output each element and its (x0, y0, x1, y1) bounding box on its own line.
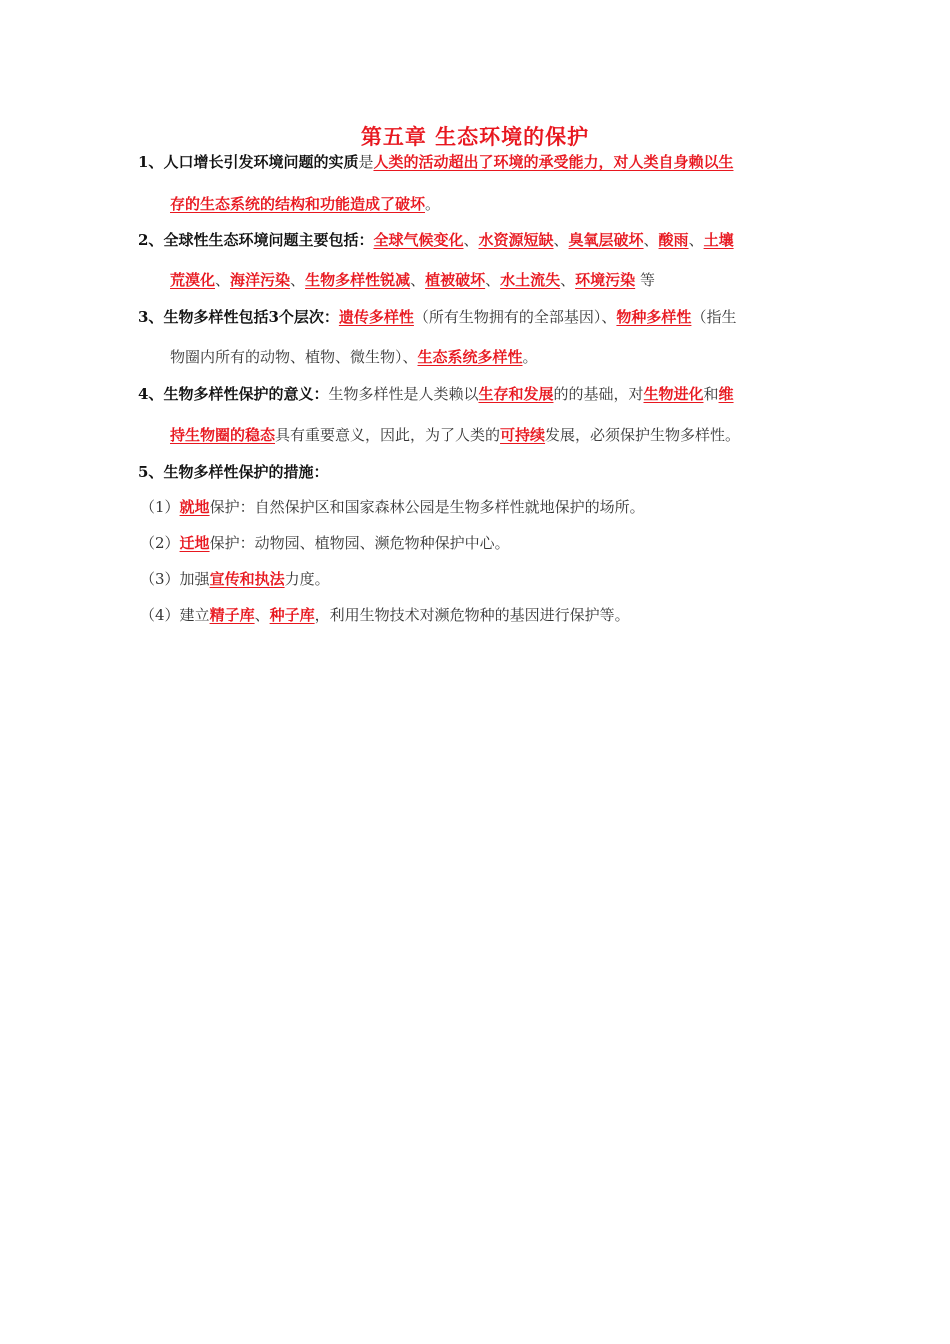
key-term: 存的生态系统的结构和功能造成了破坏 (170, 195, 426, 213)
key-term: 精子库 (209, 606, 255, 624)
item-number: 4、 (138, 385, 164, 403)
item-lead: 全球性生态环境问题主要包括： (163, 231, 374, 249)
measure-number: （2） (140, 534, 180, 552)
measure-number: （4） (140, 606, 180, 624)
separator: 、 (254, 606, 270, 624)
key-term: 臭氧层破坏 (568, 231, 644, 249)
item-number: 5、 (138, 463, 164, 481)
item-2-line-2 (170, 268, 860, 292)
key-term: 荒漠化 (170, 271, 216, 289)
key-term: 就地 (179, 498, 210, 516)
item-lead: 生物多样性保护的意义： (163, 385, 329, 403)
item-lead: 生物多样性包括3个层次： (163, 308, 339, 326)
item-lead: 人口增长引发环境问题的实质 (163, 153, 359, 171)
item-4-line-1 (138, 382, 828, 406)
item-number: 1、 (138, 153, 164, 171)
key-term: 环境污染 (575, 271, 636, 289)
item-text: 和 (703, 385, 719, 403)
measure-text: 建立 (179, 606, 210, 624)
item-text: 等 (635, 271, 655, 289)
item-text: 发展，必须保护生物多样性。 (545, 426, 741, 444)
key-term: 土壤 (703, 231, 734, 249)
separator: 、 (410, 271, 426, 289)
item-text: 。 (425, 195, 441, 213)
separator: 、 (463, 231, 479, 249)
separator: 、 (553, 231, 569, 249)
item-text: 物圈内所有的动物、植物、微生物）、 (170, 348, 418, 366)
measure-number: （3） (140, 570, 180, 588)
item-text: （所有生物拥有的全部基因）、 (413, 308, 617, 326)
item-4-line-2 (170, 423, 860, 447)
measure-3 (140, 567, 830, 591)
item-3-line-1 (138, 305, 828, 329)
item-3-line-2 (170, 345, 860, 369)
key-term: 人类的活动超出了环境的承受能力，对人类自身赖以生 (373, 153, 734, 171)
measure-number: （1） (140, 498, 180, 516)
item-number: 2、 (138, 231, 164, 249)
separator: 、 (290, 271, 306, 289)
key-term: 种子库 (269, 606, 315, 624)
measure-text: 加强 (179, 570, 210, 588)
key-term: 酸雨 (658, 231, 689, 249)
key-term: 生物多样性锐减 (305, 271, 411, 289)
key-term: 生物进化 (643, 385, 704, 403)
key-term: 维 (718, 385, 734, 403)
item-text: 的的基础，对 (553, 385, 644, 403)
key-term: 生态系统多样性 (417, 348, 523, 366)
measure-text: 保护：动物园、植物园、濒危物种保护中心。 (209, 534, 510, 552)
measure-2 (140, 531, 830, 555)
key-term: 迁地 (179, 534, 210, 552)
separator: 、 (688, 231, 704, 249)
item-lead: 生物多样性保护的措施： (163, 463, 329, 481)
page-title: 第五章 生态环境的保护 (360, 124, 590, 149)
key-term: 全球气候变化 (373, 231, 464, 249)
key-term: 物种多样性 (616, 308, 692, 326)
measure-4 (140, 603, 830, 627)
item-number: 3、 (138, 308, 164, 326)
item-1-line-1 (138, 150, 828, 174)
item-1-line-2 (170, 192, 860, 216)
key-term: 生存和发展 (478, 385, 554, 403)
key-term: 海洋污染 (230, 271, 291, 289)
separator: 、 (485, 271, 501, 289)
measure-1 (140, 495, 830, 519)
key-term: 遗传多样性 (338, 308, 414, 326)
measure-text: ，利用生物技术对濒危物种的基因进行保护等。 (314, 606, 630, 624)
key-term: 宣传和执法 (209, 570, 285, 588)
measure-text: 力度。 (284, 570, 330, 588)
item-text: 是 (358, 153, 374, 171)
item-5-line-1 (138, 460, 828, 484)
key-term: 植被破坏 (425, 271, 486, 289)
key-term: 水资源短缺 (478, 231, 554, 249)
separator: 、 (560, 271, 576, 289)
item-text: 具有重要意义，因此，为了人类的 (275, 426, 501, 444)
item-2-line-1 (138, 228, 828, 252)
key-term: 水土流失 (500, 271, 561, 289)
item-text: 。 (522, 348, 538, 366)
item-text: （指生 (691, 308, 737, 326)
item-text: 生物多样性是人类赖以 (328, 385, 479, 403)
measure-text: 保护：自然保护区和国家森林公园是生物多样性就地保护的场所。 (209, 498, 645, 516)
separator: 、 (215, 271, 231, 289)
key-term: 可持续 (500, 426, 546, 444)
separator: 、 (643, 231, 659, 249)
key-term: 持生物圈的稳态 (170, 426, 276, 444)
